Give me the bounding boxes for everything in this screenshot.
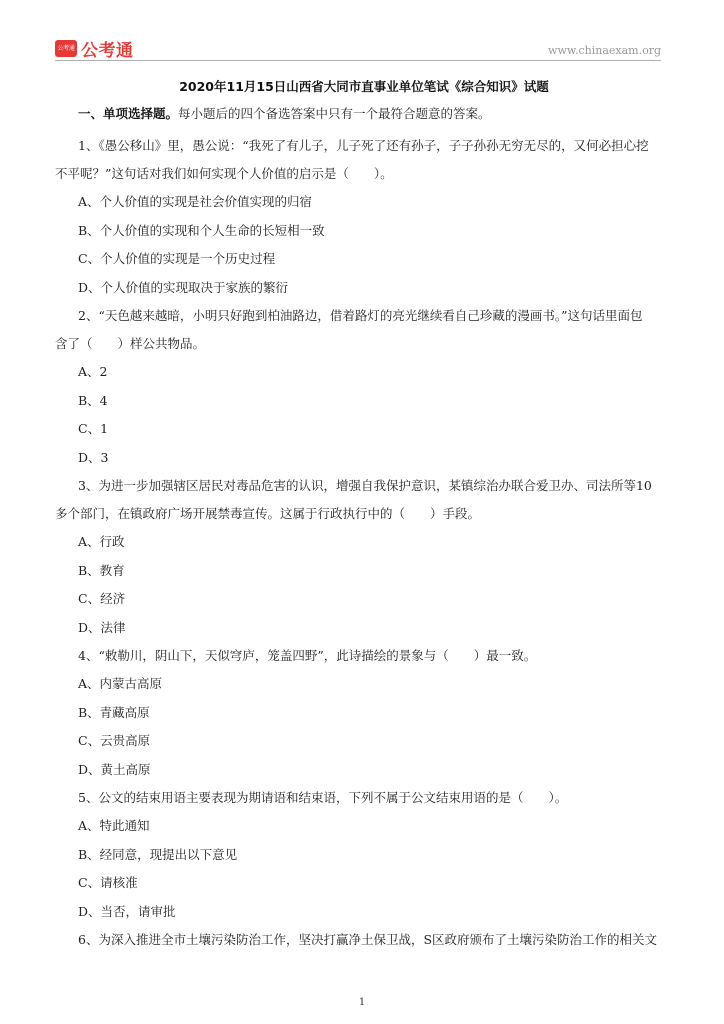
option-c: C、1 xyxy=(78,421,109,436)
question-5 xyxy=(55,784,673,926)
option-c: C、个人价值的实现是一个历史过程 xyxy=(78,251,276,266)
option-b: B、青藏高原 xyxy=(78,704,150,720)
logo-badge-icon: 公考通 xyxy=(55,40,77,57)
option-a: A、2 xyxy=(78,364,108,379)
option-a: A、特此通知 xyxy=(78,818,150,833)
option-b: B、4 xyxy=(78,392,108,408)
option-a: A、个人价值的实现是社会价值实现的归宿 xyxy=(78,194,313,209)
option-d: D、黄土高原 xyxy=(78,761,151,777)
question-stem: 3、为进一步加强辖区居民对毒品危害的认识，增强自我保护意识，某镇综治办联合爱卫办、司法所等10 xyxy=(78,478,652,493)
question-stem: 1、《愚公移山》里，愚公说：“我死了有儿子，儿子死了还有孙子，子子孙孙无穷无尽的，又何必担心挖 xyxy=(78,138,649,153)
option-d: D、3 xyxy=(78,449,109,465)
option-c: C、云贵高原 xyxy=(78,733,151,748)
brand-logo xyxy=(55,36,134,61)
option-b: B、教育 xyxy=(78,562,125,578)
question-stem-continued: 多个部门，在镇政府广场开展禁毒宣传。这属于行政执行中的（ ）手段。 xyxy=(55,506,481,521)
question-1 xyxy=(55,132,673,302)
option-b: B、经同意，现提出以下意见 xyxy=(78,846,238,862)
option-b: B、个人价值的实现和个人生命的长短相一致 xyxy=(78,222,325,238)
document-title: 2020年11月15日山西省大同市直事业单位笔试《综合知识》试题 xyxy=(179,79,549,94)
option-d: D、法律 xyxy=(78,619,126,635)
section-heading xyxy=(55,105,673,123)
question-2 xyxy=(55,302,673,472)
question-stem: 4、“敕勒川，阴山下，天似穹庐，笼盖四野”，此诗描绘的景象与（ ）最一致。 xyxy=(78,648,537,663)
question-stem-continued: 不平呢？”这句话对我们如何实现个人价值的启示是（ ）。 xyxy=(55,166,393,181)
option-a: A、内蒙古高原 xyxy=(78,676,163,691)
option-c: C、经济 xyxy=(78,591,126,606)
section-label: 一、单项选择题。 xyxy=(78,106,179,121)
header-divider xyxy=(55,60,661,61)
question-4 xyxy=(55,642,673,784)
logo-text: 公考通 xyxy=(81,41,134,61)
page-number: 1 xyxy=(358,997,366,1008)
document-body xyxy=(55,78,673,954)
option-c: C、请核准 xyxy=(78,875,138,890)
page-header xyxy=(55,34,661,60)
question-stem-continued: 含了（ ）样公共物品。 xyxy=(55,336,206,351)
question-stem: 5、公文的结束用语主要表现为期请语和结束语，下列不属于公文结束用语的是（ ）。 xyxy=(78,790,568,805)
question-3 xyxy=(55,472,673,642)
question-stem: 6、为深入推进全市土壤污染防治工作，坚决打赢净土保卫战，S区政府颁布了土壤污染防治工作的相关文 xyxy=(78,932,658,947)
option-d: D、个人价值的实现取决于家族的繁衍 xyxy=(78,279,289,295)
option-a: A、行政 xyxy=(78,534,125,549)
section-instruction: 每小题后的四个备选答案中只有一个最符合题意的答案。 xyxy=(178,106,491,121)
question-stem: 2、“天色越来越暗，小明只好跑到柏油路边，借着路灯的亮光继续看自己珍藏的漫画书。”这句话里面包 xyxy=(78,308,643,323)
option-d: D、当否，请审批 xyxy=(78,903,176,919)
question-6 xyxy=(55,926,673,954)
site-url: www.chinaexam.org xyxy=(548,44,661,57)
